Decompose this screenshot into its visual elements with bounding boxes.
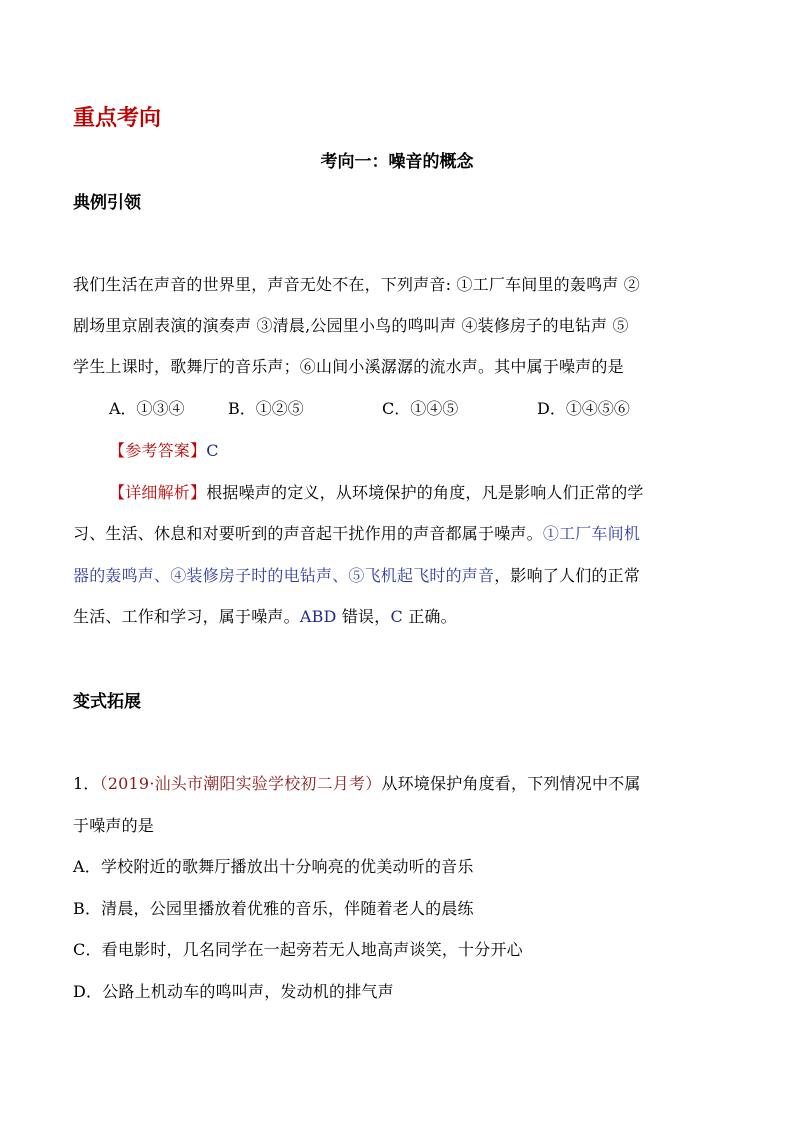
analysis-text: 错误， [336, 607, 391, 626]
variant-option-d: D．公路上机动车的鸣叫声，发动机的排气声 [73, 982, 394, 1001]
variant-option-b: B．清晨，公园里播放着优雅的音乐，伴随着老人的晨练 [73, 899, 474, 918]
analysis-text: 生活、工作和学习，属于噪声。 [73, 607, 300, 626]
option-a: A．①③④ [109, 399, 185, 418]
analysis-highlight: ①工厂车间机 [542, 524, 641, 543]
example-options [0, 396, 794, 420]
example-question-line-3: 学生上课时，歌舞厅的音乐声；⑥山间小溪潺潺的流水声。其中属于噪声的是 [73, 357, 624, 376]
variant-option-a: A．学校附近的歌舞厅播放出十分响亮的优美动听的音乐 [73, 857, 474, 876]
analysis-highlight: ④装修房子时的电钻声、⑤飞机起飞时的声音 [170, 566, 495, 585]
topic-title: 考向一：噪音的概念 [320, 152, 474, 172]
option-c: C．①④⑤ [382, 399, 459, 418]
analysis-line-2 [73, 521, 640, 544]
answer-line [109, 438, 219, 461]
example-question-line-2: 剧场里京剧表演的演奏声 ③清晨,公园里小鸟的鸣叫声 ④装修房子的电钻声 ⑤ [73, 316, 629, 335]
example-question-line-1: 我们生活在声音的世界里，声音无处不在，下列声音: ①工厂车间里的轰鸣声 ② [73, 275, 640, 294]
analysis-tag: 【详细解析】 [109, 483, 207, 502]
option-b: B．①②⑤ [228, 399, 304, 418]
analysis-text: 根据噪声的定义，从环境保护的角度，凡是影响人们正常的学 [206, 483, 644, 502]
analysis-c: C [390, 607, 403, 626]
question-text: 从环境保护角度看，下列情况中不属 [381, 774, 641, 793]
example-heading: 典例引领 [73, 193, 141, 213]
option-d: D．①④⑤⑥ [537, 399, 630, 418]
variant-option-c: C．看电影时，几名同学在一起旁若无人地高声谈笑，十分开心 [73, 940, 523, 959]
answer-value: C [206, 441, 219, 460]
variant-question-line-1 [73, 771, 641, 794]
analysis-text: 正确。 [402, 607, 457, 626]
variant-heading: 变式拓展 [73, 692, 141, 712]
analysis-text: ，影响了人们的正常 [494, 566, 641, 585]
variant-question-line-2: 于噪声的是 [73, 816, 155, 835]
analysis-abd: ABD [299, 607, 337, 626]
question-number: 1． [73, 774, 100, 793]
section-heading: 重点考向 [73, 105, 162, 131]
question-source: （2019·汕头市潮阳实验学校初二月考） [99, 774, 382, 793]
analysis-text: 习、生活、休息和对要听到的声音起干扰作用的声音都属于噪声。 [73, 524, 543, 543]
analysis-highlight: 器的轰鸣声、 [73, 566, 171, 585]
analysis-line-3 [73, 563, 640, 586]
analysis-line-1 [109, 480, 644, 503]
analysis-line-4 [73, 604, 457, 627]
answer-tag: 【参考答案】 [109, 441, 207, 460]
